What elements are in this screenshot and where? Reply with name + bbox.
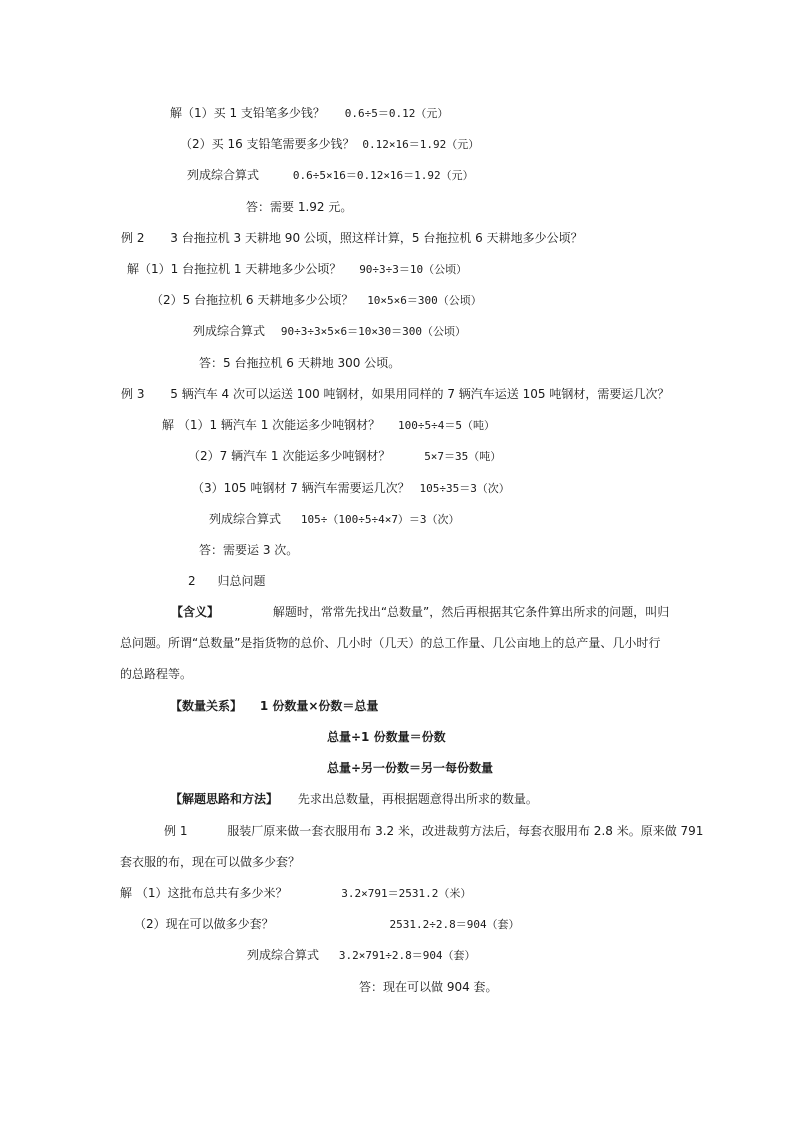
section-number: 2: [188, 574, 196, 588]
solution-line: [162, 417, 495, 434]
relation-label: 【数量关系】: [170, 699, 243, 713]
combined-formula-line: [193, 323, 466, 340]
example-label: 例 1: [164, 824, 188, 838]
example-label: 例 2: [121, 231, 145, 245]
relation-formula: 总量÷另一份数＝另一每份数量: [327, 761, 494, 775]
formula-label: 列成综合算式: [247, 948, 320, 962]
solution-line: [192, 480, 510, 497]
combined-formula-line: [247, 947, 476, 964]
example-text: 3 台拖拉机 3 天耕地 90 公顷，照这样计算，5 台拖拉机 6 天耕地多少公顷？: [170, 231, 583, 245]
step-question: （2）买 16 支铅笔需要多少钱？: [180, 137, 355, 151]
step-calculation: 105÷35＝3（次）: [419, 482, 510, 495]
answer-line: 答：现在可以做 904 套。: [359, 980, 498, 994]
formula-label: 列成综合算式: [193, 324, 266, 338]
formula-label: 列成综合算式: [187, 168, 260, 182]
meaning-label: 【含义】: [171, 605, 220, 619]
step-question: （3）105 吨钢材 7 辆汽车需要运几次？: [192, 481, 410, 495]
example-problem-line: 套衣服的布，现在可以做多少套？: [120, 855, 301, 869]
step-question: （2）现在可以做多少套？: [134, 917, 274, 931]
method-label: 【解题思路和方法】: [170, 792, 279, 806]
formula-calculation: 105÷（100÷5÷4×7）＝3（次）: [300, 513, 460, 526]
solution-line: [134, 916, 520, 933]
step-calculation: 100÷5÷4＝5（吨）: [398, 419, 495, 432]
step-calculation: 90÷3÷3＝10（公顷）: [359, 263, 468, 276]
answer-line: 答：需要运 3 次。: [199, 543, 299, 557]
step-question: 解（1）买 1 支铅笔多少钱？: [170, 106, 325, 120]
solution-line: [120, 885, 471, 902]
step-question: （2）7 辆汽车 1 次能运多少吨钢材？: [188, 449, 391, 463]
example-text: 5 辆汽车 4 次可以运送 100 吨钢材，如果用同样的 7 辆汽车运送 105 吨钢材，需要运几次？: [170, 387, 670, 401]
relation-formula: 1 份数量×份数＝总量: [259, 699, 379, 713]
meaning-text: 解题时，常常先找出“总数量”，然后再根据其它条件算出所求的问题，叫归: [272, 605, 670, 619]
step-calculation: 2531.2÷2.8＝904（套）: [389, 918, 520, 931]
relation-formula: 总量÷1 份数量＝份数: [327, 730, 446, 744]
formula-calculation: 3.2×791÷2.8＝904（套）: [338, 949, 476, 962]
formula-calculation: 90÷3÷3×5×6＝10×30＝300（公顷）: [280, 325, 467, 338]
combined-formula-line: [209, 511, 460, 528]
answer-line: 答：需要 1.92 元。: [246, 200, 353, 214]
solution-line: [180, 136, 479, 153]
example-problem: [164, 823, 703, 839]
solution-line: [127, 261, 467, 278]
meaning-paragraph-line: 的总路程等。: [120, 667, 193, 681]
step-question: （2）5 台拖拉机 6 天耕地多少公顷？: [151, 293, 354, 307]
step-question: 解 （1）1 辆汽车 1 次能运多少吨钢材？: [162, 418, 381, 432]
section-title: 归总问题: [217, 574, 266, 588]
example-problem: [121, 386, 669, 402]
solution-line: [151, 292, 482, 309]
example-label: 例 3: [121, 387, 145, 401]
step-question: 解 （1）这批布总共有多少米？: [120, 886, 288, 900]
meaning-paragraph-line: [171, 604, 669, 620]
meaning-paragraph-line: 总问题。所谓“总数量”是指货物的总价、几小时（几天）的总工作量、几公亩地上的总产量、几小时行: [120, 636, 661, 650]
formula-label: 列成综合算式: [209, 512, 282, 526]
step-calculation: 10×5×6＝300（公顷）: [367, 294, 482, 307]
section-heading: [188, 573, 265, 589]
formula-calculation: 0.6÷5×16＝0.12×16＝1.92（元）: [292, 169, 474, 182]
solution-line: [188, 448, 501, 465]
example-problem: [121, 230, 583, 246]
step-calculation: 0.12×16＝1.92（元）: [362, 138, 480, 151]
answer-line: 答：5 台拖拉机 6 天耕地 300 公顷。: [199, 356, 401, 370]
relation-line: [170, 698, 378, 714]
step-calculation: 3.2×791＝2531.2（米）: [341, 887, 472, 900]
solution-line: [170, 105, 448, 122]
step-question: 解（1）1 台拖拉机 1 天耕地多少公顷？: [127, 262, 342, 276]
method-line: [170, 791, 538, 807]
method-text: 先求出总数量，再根据题意得出所求的数量。: [297, 792, 538, 806]
example-text: 服装厂原来做一套衣服用布 3.2 米，改进裁剪方法后，每套衣服用布 2.8 米。原来做 791: [227, 824, 704, 838]
combined-formula-line: [187, 167, 474, 184]
step-calculation: 0.6÷5＝0.12（元）: [344, 107, 449, 120]
step-calculation: 5×7＝35（吨）: [424, 450, 502, 463]
